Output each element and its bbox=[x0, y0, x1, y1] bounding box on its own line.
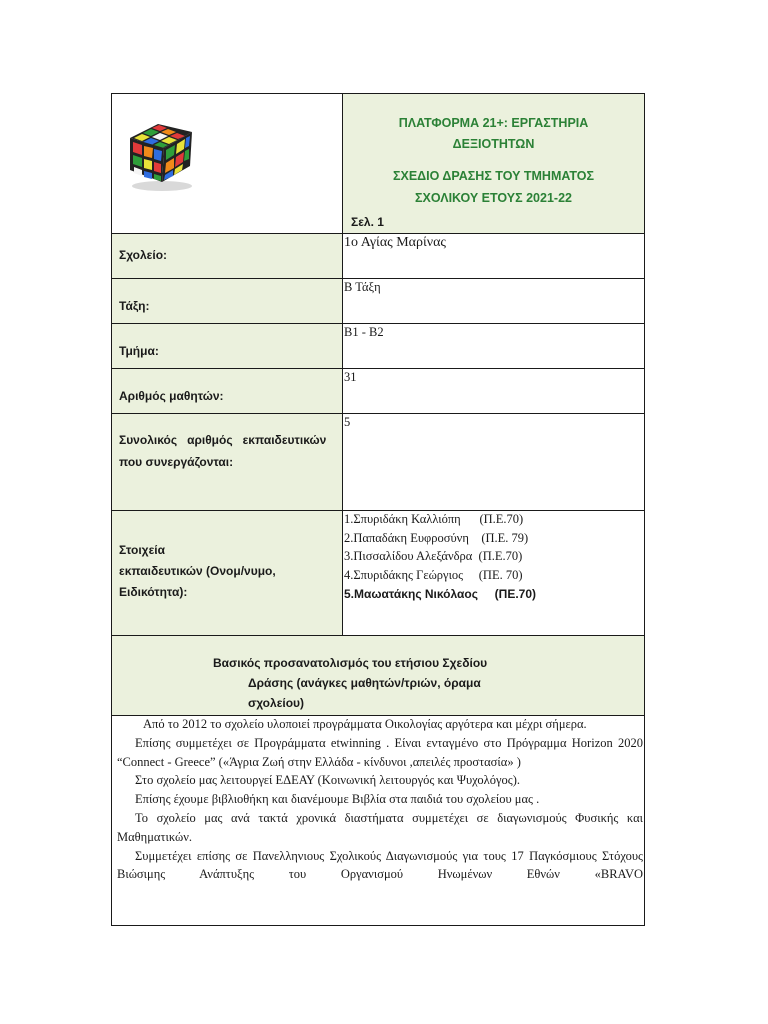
teachers-label-line1: Στοιχεία bbox=[119, 543, 165, 557]
teacher-item: 5.Μαωατάκης Νικόλαος (ΠΕ.70) bbox=[344, 587, 536, 601]
students-value-cell bbox=[343, 369, 644, 413]
teacher-item: 1.Σπυριδάκη Καλλιόπη (Π.Ε.70) bbox=[344, 512, 524, 526]
action-plan-table bbox=[111, 93, 645, 926]
class-value: Β Τάξη bbox=[344, 280, 381, 294]
teachers-label-line3: Ειδικότητα): bbox=[119, 585, 188, 599]
plan-title-line1: ΣΧΕΔΙΟ ΔΡΑΣΗΣ ΤΟΥ ΤΜΗΜΑΤΟΣ bbox=[393, 169, 594, 183]
class-row bbox=[112, 279, 644, 324]
platform-title-line2: ΔΕΞΙΟΤΗΤΩΝ bbox=[452, 137, 535, 151]
body-paragraph: Στο σχολείο μας λειτουργεί ΕΔΕΑΥ (Κοινωνική λειτουργός και Ψυχολόγος). bbox=[135, 773, 520, 788]
class-value-cell bbox=[343, 279, 644, 323]
school-label: Σχολείο: bbox=[119, 248, 168, 262]
rubiks-cube-icon bbox=[122, 112, 198, 192]
teachers-count-value: 5 bbox=[344, 415, 351, 429]
body-paragraph: Από το 2012 το σχολείο υλοποιεί προγράμματα Οικολογίας αργότερα και μέχρι σήμερα. bbox=[143, 717, 587, 731]
orientation-heading-line1: Βασικός προσανατολισμός του ετήσιου Σχεδίου bbox=[213, 656, 488, 670]
class-label-cell bbox=[112, 279, 343, 323]
teachers-count-value-cell bbox=[343, 414, 644, 510]
orientation-body-row bbox=[112, 716, 644, 925]
section-value: Β1 - Β2 bbox=[344, 325, 384, 339]
header-row bbox=[112, 94, 644, 234]
teachers-count-row bbox=[112, 414, 644, 511]
orientation-heading-cell bbox=[112, 636, 644, 715]
plan-title-line2: ΣΧΟΛΙΚΟΥ ΕΤΟΥΣ 2021-22 bbox=[415, 191, 572, 205]
class-label: Τάξη: bbox=[119, 299, 150, 313]
teacher-item: 2.Παπαδάκη Ευφροσύνη (Π.Ε. 79) bbox=[344, 531, 529, 545]
body-paragraph: Επίσης συμμετέχει σε Προγράμματα etwinning . Είναι ενταγμένο στο Πρόγραμμα Horizon 2020 “Connect - Greece” («Άγρια Ζωή στην Ελλάδα - κίνδυνοι ,απειλές προστασία» ) bbox=[117, 735, 643, 769]
school-label-cell bbox=[112, 234, 343, 278]
students-row bbox=[112, 369, 644, 414]
body-paragraph: Συμμετέχει επίσης σε Πανελληνιους Σχολικούς Διαγωνισμούς για τους 17 Παγκόσμιους Στόχους Βιώσιμης Ανάπτυξης του Οργανισμού Ηνωμένων Εθνών «BRAVO bbox=[117, 848, 643, 882]
students-value: 31 bbox=[344, 370, 357, 384]
platform-title-line1: ΠΛΑΤΦΟΡΜΑ 21+: ΕΡΓΑΣΤΗΡΙΑ bbox=[398, 116, 589, 130]
section-label: Τμήμα: bbox=[119, 344, 159, 358]
school-value-cell bbox=[343, 234, 644, 278]
teachers-count-label-line1: Συνολικός αριθμός εκπαιδευτικών bbox=[119, 433, 327, 447]
section-label-cell bbox=[112, 324, 343, 368]
page-number: Σελ. 1 bbox=[351, 215, 384, 229]
teacher-item: 4.Σπυριδάκης Γεώργιος (ΠΕ. 70) bbox=[344, 568, 523, 582]
header-title-cell bbox=[343, 94, 644, 233]
teachers-count-label-cell bbox=[112, 414, 343, 510]
orientation-heading-line3: σχολείου) bbox=[248, 696, 305, 710]
teacher-item: 3.Πισσαλίδου Αλεξάνδρα (Π.Ε.70) bbox=[344, 549, 523, 563]
body-paragraph: Το σχολείο μας ανά τακτά χρονικά διαστήματα συμμετέχει σε διαγωνισμούς Φυσικής και Μαθηματικών. bbox=[117, 810, 643, 844]
teachers-row bbox=[112, 511, 644, 636]
body-paragraph: Επίσης έχουμε βιβλιοθήκη και διανέμουμε Βιβλία στα παιδιά του σχολείου μας . bbox=[135, 792, 540, 807]
students-label: Αριθμός μαθητών: bbox=[119, 389, 224, 403]
teachers-count-label-line2: που συνεργάζονται: bbox=[119, 455, 234, 469]
section-value-cell bbox=[343, 324, 644, 368]
teachers-label-cell bbox=[112, 511, 343, 635]
section-row bbox=[112, 324, 644, 369]
orientation-row bbox=[112, 636, 644, 716]
orientation-heading-line2: Δράσης (ανάγκες μαθητών/τριών, όραμα bbox=[248, 676, 481, 690]
school-row bbox=[112, 234, 644, 279]
orientation-body bbox=[117, 715, 643, 884]
teachers-list-cell bbox=[343, 511, 644, 635]
logo-cell bbox=[112, 94, 343, 233]
teachers-label-line2: εκπαιδευτικών (Ονομ/νυμο, bbox=[119, 564, 276, 578]
students-label-cell bbox=[112, 369, 343, 413]
school-value: 1ο Αγίας Μαρίνας bbox=[344, 235, 446, 250]
